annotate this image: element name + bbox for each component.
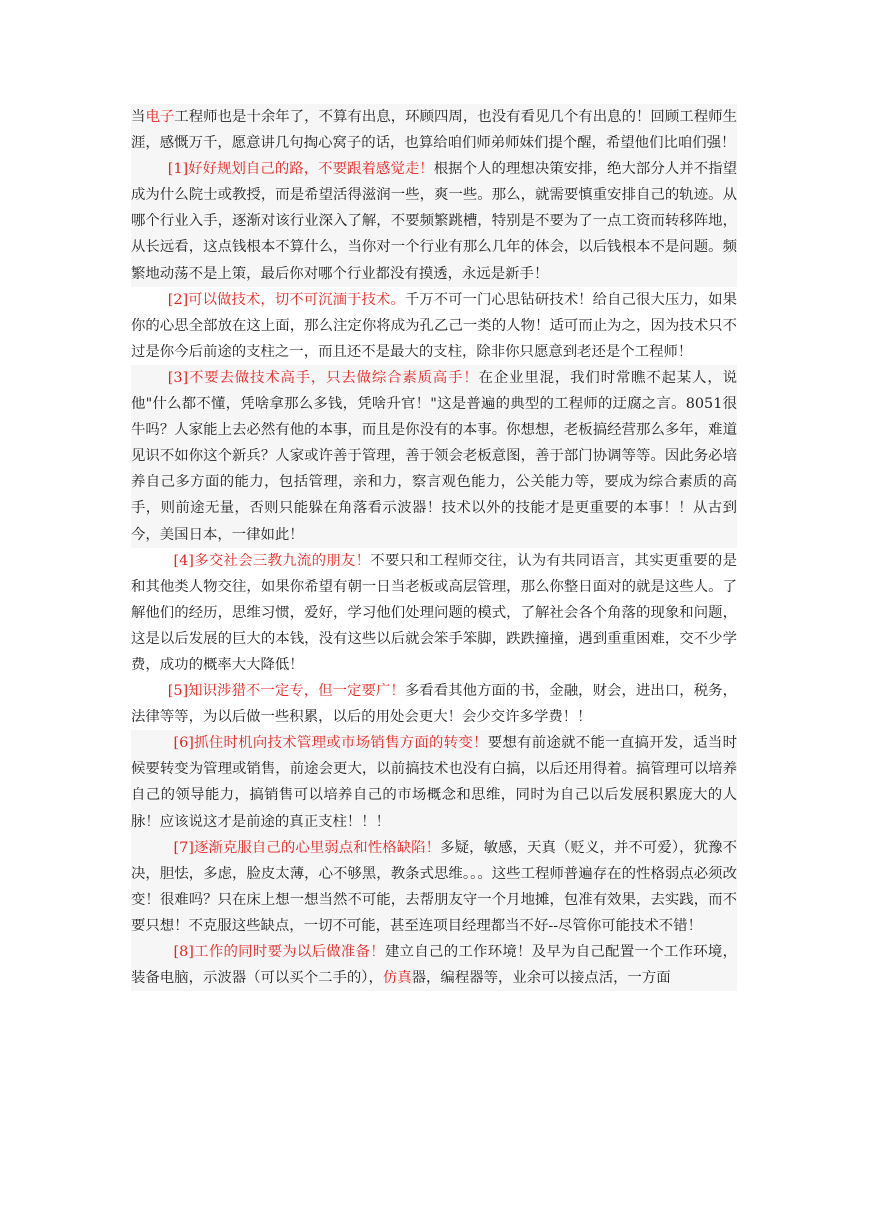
- point-7-number: [7]: [173, 839, 194, 856]
- point-1: [131, 156, 737, 286]
- intro-paragraph: [131, 104, 737, 156]
- point-4-body: 不要只和工程师交往，认为有共同语言，其实更重要的是和其他类人物交往，如果你希望有朝一日当老板或高层管理，那么你整日面对的就是这些人。了解他们的经历，思维习惯，爱好，学习他们处理问题的模式，了解社会各个角落的现象和问题，这是以后发展的巨大的本钱，没有这些以后就会笨手笨脚，跌跌撞撞，遇到重重困难，交不少学费，成功的概率大大降低！: [131, 552, 737, 673]
- point-3: [131, 365, 737, 548]
- point-1-body: 根据个人的理想决策安排，绝大部分人并不指望成为什么院士或教授，而是希望活得滋润一些，爽一些。那么，就需要慎重安排自己的轨迹。从哪个行业入手，逐渐对该行业深入了解，不要频繁跳槽，特别是不要为了一点工资而转移阵地，从长远看，这点钱根本不算什么，当你对一个行业有那么几年的体会，以后钱根本不是问题。频繁地动荡不是上策，最后你对哪个行业都没有摸透，永远是新手！: [131, 161, 737, 282]
- point-6-number: [6]: [173, 735, 194, 752]
- point-6-title: 抓住时机向技术管理或市场销售方面的转变！: [193, 735, 488, 752]
- intro-prefix: 当: [131, 109, 146, 125]
- point-2-title: 可以做技术，切不可沉湎于技术。: [188, 291, 405, 308]
- point-7: [131, 835, 737, 939]
- point-4-title: 多交社会三教九流的朋友！: [193, 552, 371, 569]
- article-body: [131, 104, 737, 991]
- intro-link[interactable]: 电子: [145, 109, 175, 125]
- point-8-body-after: 器，编程器等，业余可以接点活，一方面: [411, 970, 671, 987]
- point-1-title: 好好规划自己的路，不要跟着感觉走！: [188, 161, 434, 178]
- point-8-link[interactable]: 仿真: [382, 970, 412, 987]
- point-5-body: 多看看其他方面的书，金融，财会，进出口，税务，法律等等，为以后做一些积累，以后的用处会更大！会少交许多学费！！: [131, 683, 737, 726]
- point-6-body: 要想有前途就不能一直搞开发，适当时候要转变为管理或销售，前途会更大，以前搞技术也没有白搞，以后还用得着。搞管理可以培养自己的领导能力，搞销售可以培养自己的市场概念和思维，同时为自己以后发展积累庞大的人脉！应该说这才是前途的真正支柱！！！: [131, 735, 737, 830]
- point-3-body: 在企业里混，我们时常瞧不起某人，说他"什么都不懂，凭啥拿那么多钱，凭啥升官！"这是普遍的典型的工程师的迂腐之言。8051很牛吗？人家能上去必然有他的本事，而且是你没有的本事。你想想，老板搞经营那么多年，难道见识不如你这个新兵？人家或许善于管理，善于领会老板意图，善于部门协调等等。因此务必培养自己多方面的能力，包括管理，亲和力，察言观色能力，公关能力等，要成为综合素质的高手，则前途无量，否则只能躲在角落看示波器！技术以外的技能才是更重要的本事！！从古到今，美国日本，一律如此！: [131, 369, 737, 543]
- point-6: [131, 730, 737, 834]
- point-5: [131, 678, 737, 730]
- point-8-title: 工作的同时要为以后做准备！: [193, 944, 385, 960]
- point-2-body: 千万不可一门心思钻研技术！给自己很大压力，如果你的心思全部放在这上面，那么注定你将成为孔乙己一类的人物！适可而止为之，因为技术只不过是你今后前途的支柱之一，而且还不是最大的支柱，除非你只愿意到老还是个工程师！: [131, 291, 737, 360]
- intro-text: 工程师也是十余年了，不算有出息，环顾四周，也没有看见几个有出息的！回顾工程师生涯，感慨万千，愿意讲几句掏心窝子的话，也算给咱们师弟师妹们提个醒，希望他们比咱们强！: [131, 109, 737, 152]
- point-1-number: [1]: [167, 161, 189, 178]
- point-2: [131, 287, 737, 365]
- point-3-title: 不要去做技术高手，只去做综合素质高手！: [188, 369, 479, 386]
- point-4-number: [4]: [173, 552, 194, 569]
- point-8: [131, 939, 737, 991]
- point-8-number: [8]: [173, 944, 194, 960]
- point-3-number: [3]: [167, 369, 189, 386]
- point-5-number: [5]: [167, 683, 189, 700]
- point-8-body-before: 建立自己的工作环境！及早为自己配置一个工作环境，装备电脑，示波器（可以买个二手的），: [131, 944, 737, 987]
- point-7-body: 多疑，敏感，天真（贬义，并不可爱），犹豫不决，胆怯，多虑，脸皮太薄，心不够黑，教条式思维。。。这些工程师普遍存在的性格弱点必须改变！很难吗？只在床上想一想当然不可能，去帮朋友守一个月地摊，包准有效果，去实践，而不要只想！不克服这些缺点，一切不可能，甚至连项目经理都当不好--尽管你可能技术不错！: [131, 839, 737, 934]
- point-7-title: 逐渐克服自己的心里弱点和性格缺陷！: [193, 839, 441, 856]
- point-5-title: 知识涉猎不一定专，但一定要广！: [188, 683, 405, 700]
- point-4: [131, 548, 737, 678]
- point-2-number: [2]: [167, 291, 189, 308]
